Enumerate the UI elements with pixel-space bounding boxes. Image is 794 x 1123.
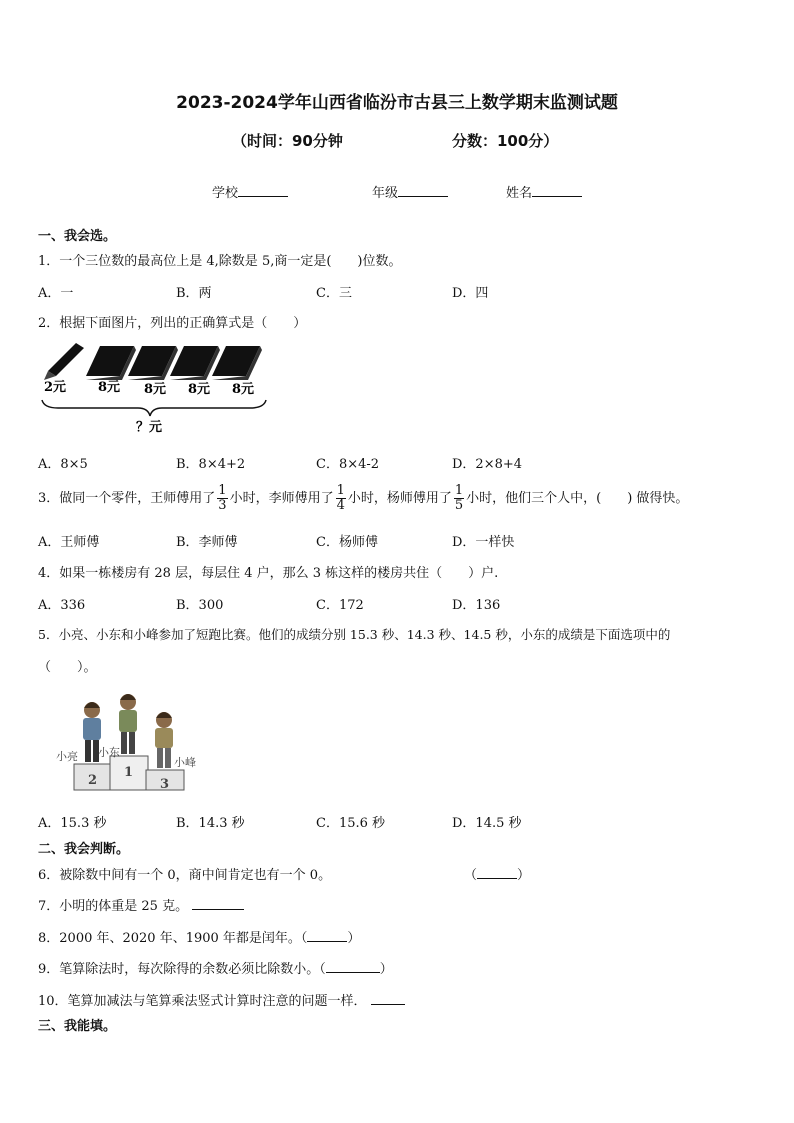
q3-suffix: 小时，他们三个人中，( ) 做得快。 [466, 491, 689, 506]
q4-text: 4．如果一栋楼房有 28 层，每层住 4 户，那么 3 栋这样的楼房共住（ ）户. [38, 566, 499, 581]
q5-text-line2: （ ）。 [38, 660, 97, 675]
q1-option-d[interactable]: D．四 [452, 286, 489, 301]
name-label: 姓名 [506, 186, 533, 201]
q7-answer-blank[interactable] [192, 897, 244, 910]
q6-text: 6．被除数中间有一个 0，商中间肯定也有一个 0。 [38, 868, 332, 883]
book-price-3: 8元 [188, 382, 211, 397]
name-xiaoliang: 小亮 [56, 750, 78, 763]
podium-place-2: 2 [88, 773, 98, 788]
q3-mid-1: 小时，李师傅用了 [229, 491, 334, 506]
pen-icon [44, 343, 84, 380]
q1-option-c[interactable]: C．三 [316, 286, 352, 301]
school-blank[interactable] [238, 184, 288, 197]
q5-option-d[interactable]: D．14.5 秒 [452, 816, 522, 831]
q2-text: 2．根据下面图片，列出的正确算式是（ ） [38, 316, 307, 331]
q3-option-a[interactable]: A．王师傅 [38, 535, 100, 550]
book-icon-1 [86, 346, 136, 380]
name-xiaofeng: 小峰 [174, 756, 196, 769]
podium-place-3: 3 [160, 777, 170, 792]
section-2-heading: 二、我会判断。 [38, 842, 130, 857]
q3-prefix: 3．做同一个零件，王师傅用了 [38, 491, 216, 506]
q2-option-b[interactable]: B．8×4+2 [176, 457, 246, 472]
total-brace [42, 400, 266, 416]
q9-text: 9．笔算除法时，每次除得的余数必须比除数小。（ ） [38, 962, 393, 977]
section-1-heading: 一、我会选。 [38, 229, 117, 244]
q5-option-c[interactable]: C．15.6 秒 [316, 816, 386, 831]
section-3-heading: 三、我能填。 [38, 1019, 117, 1034]
q6-answer-blank[interactable]: （ ） [464, 868, 531, 883]
boy-xiaodong-icon [119, 694, 137, 754]
q8-answer-blank[interactable] [307, 929, 347, 942]
q1-option-b[interactable]: B．两 [176, 286, 212, 301]
q5-option-b[interactable]: B．14.3 秒 [176, 816, 245, 831]
q3-mid-2: 小时，杨师傅用了 [347, 491, 452, 506]
q2-option-c[interactable]: C．8×4-2 [316, 457, 380, 472]
total-price: ？元 [136, 420, 163, 435]
q3-option-d[interactable]: D．一样快 [452, 535, 515, 550]
book-icon-2 [128, 346, 178, 380]
q2-option-a[interactable]: A．8×5 [38, 457, 88, 472]
school-field [212, 182, 288, 201]
q1-option-a[interactable]: A．一 [38, 286, 74, 301]
podium-place-1: 1 [124, 765, 134, 780]
q3-fraction-2: $\frac{1}{4}$ [336, 483, 345, 513]
q3-fraction-3: $\frac{1}{5}$ [454, 483, 464, 513]
book-price-1: 8元 [98, 380, 121, 395]
name-xiaodong: 小东 [98, 746, 120, 759]
q5-text-line1: 5．小亮、小东和小峰参加了短跑比赛。他们的成绩分别 15.3 秒、14.3 秒、14.5 秒，小东的成绩是下面选项中的 [38, 627, 671, 642]
q7-text: 7．小明的体重是 25 克。 [38, 895, 244, 914]
q5-podium-figure [52, 688, 206, 794]
q4-option-b[interactable]: B．300 [176, 598, 224, 613]
page-title: 2023-2024学年山西省临汾市古县三上数学期末监测试题 [176, 93, 618, 113]
boy-xiaofeng-icon [155, 712, 173, 768]
q3-text [38, 484, 688, 513]
q3-option-c[interactable]: C．杨师傅 [316, 535, 378, 550]
book-icon-3 [170, 346, 220, 380]
score-label: 分数：100分） [452, 132, 559, 150]
grade-blank[interactable] [398, 184, 448, 197]
q1-text: 1．一个三位数的最高位上是 4,除数是 5,商一定是( )位数。 [38, 254, 402, 269]
q8-text: 8．2000 年、2020 年、1900 年都是闰年。（ ） [38, 931, 361, 946]
book-icon-4 [212, 346, 262, 380]
book-price-4: 8元 [232, 382, 255, 397]
time-label: （时间：90分钟 [232, 132, 343, 150]
school-label: 学校 [212, 186, 239, 201]
q4-option-d[interactable]: D．136 [452, 598, 501, 613]
q4-option-c[interactable]: C．172 [316, 598, 364, 613]
q2-option-d[interactable]: D．2×8+4 [452, 457, 523, 472]
q4-option-a[interactable]: A．336 [38, 598, 86, 613]
q10-text: 10．笔算加减法与笔算乘法竖式计算时注意的问题一样． [38, 990, 405, 1009]
name-blank[interactable] [532, 184, 582, 197]
q10-answer-blank[interactable] [371, 992, 405, 1005]
q2-figure [38, 338, 278, 438]
grade-field [372, 182, 448, 201]
q5-option-a[interactable]: A．15.3 秒 [38, 816, 107, 831]
q3-option-b[interactable]: B．李师傅 [176, 535, 238, 550]
q9-answer-blank[interactable] [326, 960, 380, 973]
q3-fraction-1: $\frac{1}{3}$ [218, 483, 227, 513]
grade-label: 年级 [372, 186, 399, 201]
book-price-2: 8元 [144, 382, 167, 397]
pen-price: 2元 [44, 380, 67, 395]
name-field [506, 182, 582, 201]
